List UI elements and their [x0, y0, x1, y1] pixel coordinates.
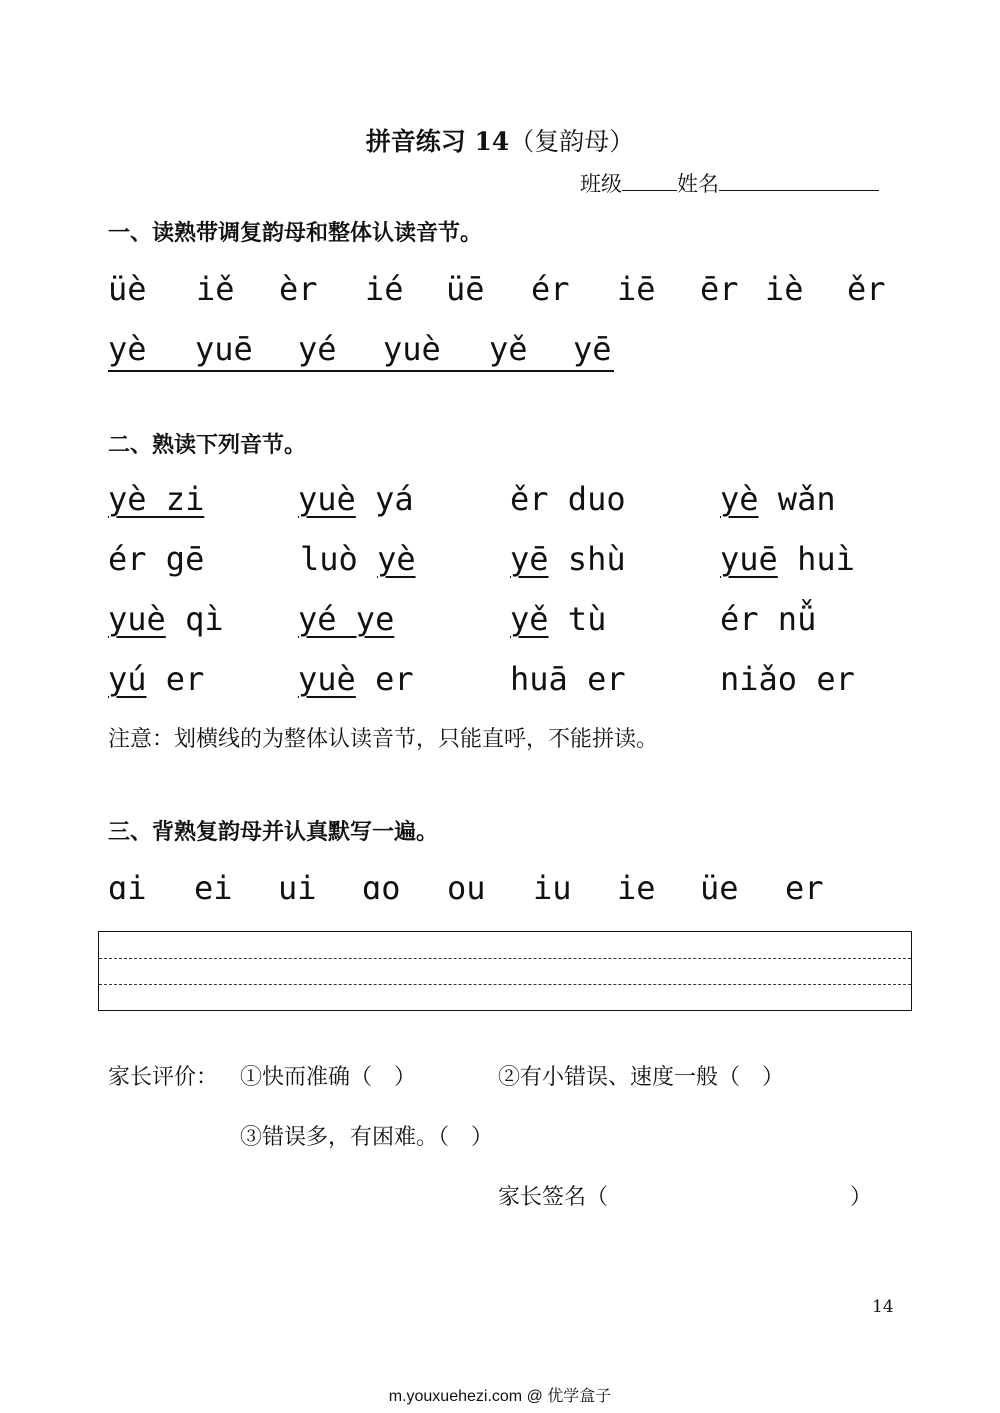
- note-text: 注意：划横线的为整体认读音节，只能直呼，不能拼读。: [108, 727, 659, 752]
- s1-row2-item: yuē: [195, 330, 253, 368]
- page-number: 14: [872, 1297, 894, 1317]
- syllable: yē: [510, 540, 549, 578]
- syllable: tù: [567, 600, 607, 638]
- s1-row1-item: iě: [196, 270, 235, 308]
- s1-row1-item: ěr: [847, 270, 886, 308]
- s1-row1-item: iè: [765, 270, 804, 308]
- syllable: yé ye: [298, 600, 395, 638]
- syllable: yè: [377, 540, 416, 578]
- title-main: 拼音练习 14: [365, 127, 510, 156]
- syllable: ér nǚ: [720, 600, 817, 638]
- eval-option-2[interactable]: ②有小错误、速度一般（ ）: [498, 1065, 785, 1090]
- name-label: 姓名: [677, 172, 719, 196]
- syllable: yuè: [108, 600, 166, 638]
- s1-row1-item: ié: [365, 270, 404, 308]
- syllable: luò: [300, 540, 358, 578]
- final-item: üe: [700, 869, 739, 907]
- writing-guide-line: [99, 984, 911, 985]
- final-item: iu: [533, 869, 572, 907]
- syllable: yè: [720, 480, 759, 518]
- syllable: yè zi: [108, 480, 205, 518]
- s1-row2-item: yě: [489, 330, 528, 368]
- final-item: ei: [194, 869, 233, 907]
- syllable: ér gē: [108, 540, 205, 578]
- footer-watermark: m.youxuehezi.com @ 优学盒子: [388, 1388, 612, 1405]
- syllable: ěr duo: [510, 480, 626, 518]
- final-item: ui: [278, 869, 317, 907]
- s1-row1-item: èr: [279, 270, 318, 308]
- final-item: ie: [617, 869, 656, 907]
- class-label: 班级: [580, 172, 622, 196]
- class-blank[interactable]: [622, 172, 677, 191]
- section2-heading: 二、熟读下列音节。: [108, 432, 307, 458]
- final-item: ɑi: [108, 869, 147, 907]
- syllable: yú: [108, 660, 147, 698]
- final-item: er: [785, 869, 824, 907]
- syllable: shù: [567, 540, 626, 578]
- eval-option-3[interactable]: ③错误多，有困难。（ ）: [240, 1125, 494, 1150]
- section1-heading: 一、读熟带调复韵母和整体认读音节。: [108, 220, 483, 246]
- syllable: huā er: [510, 660, 626, 698]
- s1-row1-item: ér: [531, 270, 570, 308]
- s1-row1-item: üē: [446, 270, 485, 308]
- name-blank[interactable]: [719, 172, 879, 191]
- syllable: huì: [797, 540, 855, 578]
- s1-row2-item: yuè: [383, 330, 441, 368]
- section3-heading: 三、背熟复韵母并认真默写一遍。: [108, 819, 439, 845]
- s1-row1-item: ēr: [700, 270, 739, 308]
- syllable: qì: [185, 600, 224, 638]
- syllable: er: [375, 660, 414, 698]
- syllable: er: [165, 660, 205, 698]
- title-sub: （复韵母）: [509, 127, 635, 156]
- s1-row2-item: yè: [108, 330, 147, 368]
- syllable: yuè: [298, 660, 356, 698]
- syllable: niǎo er: [720, 660, 855, 698]
- syllable: wǎn: [777, 480, 836, 518]
- row2-underline: [108, 370, 614, 372]
- syllable: yě: [510, 600, 549, 638]
- eval-label: 家长评价：: [108, 1065, 219, 1090]
- s1-row1-item: üè: [108, 270, 147, 308]
- syllable: yá: [375, 480, 414, 518]
- page-title: [0, 122, 1000, 158]
- s1-row1-item: iē: [617, 270, 656, 308]
- s1-row2-item: yē: [573, 330, 612, 368]
- final-item: ou: [447, 869, 486, 907]
- eval-option-1[interactable]: ①快而准确（ ）: [240, 1065, 417, 1090]
- class-name-line: [580, 168, 879, 198]
- writing-lines-box[interactable]: [98, 931, 912, 1011]
- parent-signature[interactable]: 家长签名（ ）: [498, 1185, 873, 1210]
- writing-guide-line: [99, 958, 911, 959]
- final-item: ɑo: [362, 869, 401, 907]
- s1-row2-item: yé: [298, 330, 337, 368]
- syllable: yuē: [720, 540, 778, 578]
- syllable: yuè: [298, 480, 356, 518]
